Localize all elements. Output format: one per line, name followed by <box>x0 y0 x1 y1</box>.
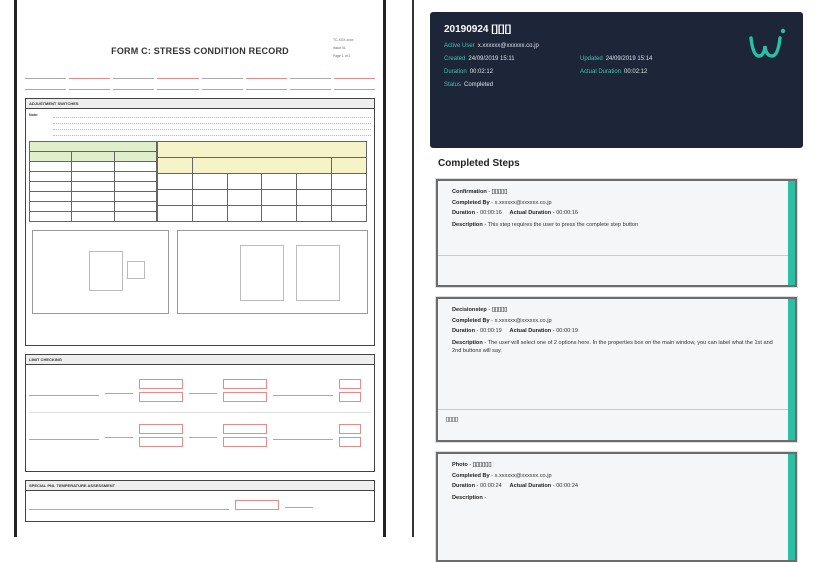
table-header <box>72 152 114 162</box>
table-cell <box>72 172 114 182</box>
info-field <box>157 83 198 90</box>
info-field <box>334 83 375 90</box>
description-value: The user will select one of 2 options here. In the properties box on the main window, you can label what the 1st and 2nd buttons will say. <box>452 339 773 354</box>
field-value: 24/09/2019 15:14 <box>605 56 653 62</box>
info-field <box>246 72 287 79</box>
field-key: Duration <box>452 483 475 489</box>
field-line <box>29 386 99 396</box>
table-cell <box>72 192 114 202</box>
table-cell <box>332 174 367 190</box>
field-key: Updated <box>580 56 603 62</box>
brand-logo-icon <box>747 26 787 66</box>
form-info-grid <box>25 72 375 90</box>
completed-by-value: x.xxxxxx@xxxxxx.co.jp <box>494 199 552 206</box>
note-label: Note: <box>29 113 39 117</box>
field-value: 00:02:12 <box>624 69 648 75</box>
red-box <box>339 379 361 389</box>
description-value: This step requires the user to press the complete step button <box>487 221 639 228</box>
field-line <box>29 430 99 440</box>
field-value: x.xxxxxx@xxxxxx.co.jp <box>477 43 539 49</box>
field-line <box>285 502 313 508</box>
field-row <box>29 413 371 457</box>
field-stack <box>339 424 361 447</box>
table-cell <box>72 162 114 172</box>
table-header <box>158 142 367 158</box>
field-key: Actual Duration <box>509 328 552 334</box>
record-fields <box>444 43 789 88</box>
red-box <box>339 424 361 434</box>
red-box <box>139 379 183 389</box>
table-cell <box>227 190 262 206</box>
red-box <box>339 437 361 447</box>
completed-steps-heading: Completed Steps <box>438 158 520 169</box>
step-name-suffix: [][][][][][] <box>472 462 492 468</box>
table-header <box>158 158 193 174</box>
note-line <box>53 125 371 130</box>
step-card[interactable] <box>436 452 797 562</box>
card-divider <box>438 409 788 410</box>
field-key: Completed By <box>452 199 490 206</box>
table-cell <box>72 202 114 212</box>
table-cell <box>227 206 262 222</box>
diagram-shape <box>89 251 123 291</box>
field-actual-duration <box>580 69 789 75</box>
info-field <box>113 72 154 79</box>
section-heading: ADJUSTMENT SWITCHES <box>26 99 374 109</box>
section-heading: LIMIT CHECKING <box>26 355 374 365</box>
description-line: Description - This step requires the user to press the complete step button <box>452 221 639 228</box>
diagram-box <box>177 230 368 314</box>
field-status <box>444 82 789 88</box>
table-cell <box>114 212 156 222</box>
table-cell <box>262 174 297 190</box>
switch-table-left <box>29 141 157 222</box>
step-card[interactable] <box>436 179 797 287</box>
field-key: Description <box>452 221 483 228</box>
switch-table-right <box>157 141 367 222</box>
table-cell <box>332 190 367 206</box>
step-name-line: Photo - [][][][][][] <box>452 462 492 468</box>
diagram-box <box>32 230 169 314</box>
description-line: Description - The user will select one of 2 options here. In the properties box on the main window, you can label what the 1st and 2nd buttons will say. <box>452 339 773 354</box>
step-card[interactable] <box>436 297 797 442</box>
table-header <box>192 158 331 174</box>
table-cell <box>192 190 227 206</box>
table-cell <box>158 190 193 206</box>
table-cell <box>72 212 114 222</box>
field-value: 24/09/2019 15:11 <box>468 56 515 62</box>
field-key: Duration <box>444 69 467 75</box>
step-name-suffix: [][][][][] <box>491 189 508 195</box>
table-cell <box>262 190 297 206</box>
step-name: Photo <box>452 462 468 468</box>
field-key: Duration <box>452 328 475 334</box>
field-duration <box>444 69 580 75</box>
field-stack <box>139 379 183 402</box>
info-field <box>157 72 198 79</box>
note-lines <box>53 113 371 137</box>
field-row <box>26 491 374 519</box>
table-cell <box>72 182 114 192</box>
table-cell <box>297 190 332 206</box>
form-meta-line: Issue 01 <box>333 46 346 50</box>
note-row <box>26 109 374 141</box>
note-line <box>53 113 371 118</box>
stress-condition-form <box>14 0 386 537</box>
completed-by-value: x.xxxxxx@xxxxxx.co.jp <box>494 317 552 324</box>
field-line <box>29 500 229 510</box>
field-key: Completed By <box>452 317 490 324</box>
field-stack <box>139 424 183 447</box>
adjustment-section <box>25 98 375 346</box>
field-key: Completed By <box>452 472 490 479</box>
red-box <box>223 392 267 402</box>
field-created <box>444 56 580 62</box>
field-key: Description <box>452 494 483 501</box>
diagram-shape <box>296 245 340 301</box>
field-key: Description <box>452 339 483 346</box>
table-cell <box>30 212 72 222</box>
form-header <box>25 6 375 64</box>
table-cell <box>158 174 193 190</box>
red-box <box>223 379 267 389</box>
table-header <box>30 142 157 152</box>
step-name-line: Confirmation - [][][][][] <box>452 189 508 195</box>
field-line <box>189 388 217 394</box>
table-cell <box>192 174 227 190</box>
field-rows <box>26 365 374 461</box>
table-cell <box>30 172 72 182</box>
table-cell <box>114 192 156 202</box>
description-line: Description - <box>452 494 487 501</box>
table-cell <box>114 202 156 212</box>
table-cell <box>30 192 72 202</box>
info-field <box>25 83 66 90</box>
info-field <box>334 72 375 79</box>
actual-duration-value: 00:00:19 <box>556 328 578 334</box>
info-field <box>69 72 110 79</box>
table-cell <box>192 206 227 222</box>
red-box <box>223 437 267 447</box>
duration-line: Duration - 00:00:19 Actual Duration - 00:00:19 <box>452 328 578 334</box>
field-key: Duration <box>452 210 475 216</box>
table-header <box>332 158 367 174</box>
red-box <box>139 437 183 447</box>
note-line <box>53 131 371 136</box>
form-title: FORM C: STRESS CONDITION RECORD <box>111 46 289 56</box>
table-cell <box>297 206 332 222</box>
red-box <box>223 424 267 434</box>
card-divider <box>438 255 788 256</box>
form-meta <box>333 36 373 60</box>
field-key: Actual Duration <box>580 69 622 75</box>
table-cell <box>114 182 156 192</box>
record-title: 20190924 [][][] <box>444 24 512 35</box>
table-cell <box>30 162 72 172</box>
attachment-link[interactable]: [][][][] <box>446 417 458 423</box>
duration-value: 00:00:16 <box>479 210 502 216</box>
table-cell <box>297 174 332 190</box>
completed-by-line: Completed By - x.xxxxxx@xxxxxx.co.jp <box>452 199 552 206</box>
red-box <box>339 392 361 402</box>
field-stack <box>223 379 267 402</box>
diagram-shape <box>240 245 284 301</box>
step-name: Decisionstep <box>452 307 487 313</box>
field-value: 00:02:12 <box>469 69 494 75</box>
execution-record-panel <box>412 0 817 537</box>
table-header <box>114 152 156 162</box>
info-field <box>113 83 154 90</box>
diagram-shape <box>127 261 145 279</box>
red-box <box>139 424 183 434</box>
completed-by-line: Completed By - x.xxxxxx@xxxxxx.co.jp <box>452 317 552 324</box>
field-value: Completed <box>464 82 494 88</box>
info-field <box>290 72 331 79</box>
red-box <box>139 392 183 402</box>
field-active-user <box>444 43 789 49</box>
actual-duration-value: 00:00:16 <box>556 210 578 216</box>
red-box <box>235 500 279 510</box>
adjustment-tables <box>26 141 374 226</box>
limit-section <box>25 354 375 472</box>
table-cell <box>158 206 193 222</box>
field-key: Created <box>444 56 466 62</box>
info-field <box>25 72 66 79</box>
temperature-section <box>25 480 375 522</box>
duration-line: Duration - 00:00:16 Actual Duration - 00:00:16 <box>452 210 578 216</box>
note-line <box>53 119 371 124</box>
info-field <box>246 83 287 90</box>
info-field <box>290 83 331 90</box>
info-field <box>202 83 243 90</box>
table-cell <box>227 174 262 190</box>
form-meta-line: Page 1 of 2 <box>333 54 351 58</box>
step-name-line: Decisionstep - [][][][][] <box>452 307 508 313</box>
completed-by-line: Completed By - x.xxxxxx@xxxxxx.co.jp <box>452 472 552 479</box>
table-cell <box>262 206 297 222</box>
table-header <box>30 152 72 162</box>
table-cell <box>332 206 367 222</box>
field-line <box>273 430 333 440</box>
record-header <box>430 12 803 148</box>
table-cell <box>30 202 72 212</box>
field-stack <box>339 379 361 402</box>
field-line <box>105 388 133 394</box>
duration-line: Duration - 00:00:24 Actual Duration - 00:00:24 <box>452 483 578 489</box>
field-key: Status <box>444 82 462 88</box>
form-meta-line: TC-XXX-xxxx <box>333 38 354 42</box>
table-cell <box>114 162 156 172</box>
section-heading: SPECIAL PNL TEMPERATURE ASSESSMENT <box>26 481 374 491</box>
diagram-row <box>26 226 374 318</box>
field-row <box>29 369 371 413</box>
field-key: Actual Duration <box>509 210 552 216</box>
field-line <box>189 432 217 438</box>
step-name-suffix: [][][][][] <box>491 307 508 313</box>
info-field <box>69 83 110 90</box>
duration-value: 00:00:19 <box>479 328 502 334</box>
field-line <box>105 432 133 438</box>
duration-value: 00:00:24 <box>479 483 502 489</box>
table-cell <box>114 172 156 182</box>
completed-by-value: x.xxxxxx@xxxxxx.co.jp <box>494 472 552 479</box>
table-cell <box>30 182 72 192</box>
field-stack <box>223 424 267 447</box>
step-name: Confirmation <box>452 189 487 195</box>
actual-duration-value: 00:00:24 <box>556 483 578 489</box>
field-key: Active User <box>444 43 475 49</box>
field-line <box>273 386 333 396</box>
info-field <box>202 72 243 79</box>
field-key: Actual Duration <box>509 483 552 489</box>
